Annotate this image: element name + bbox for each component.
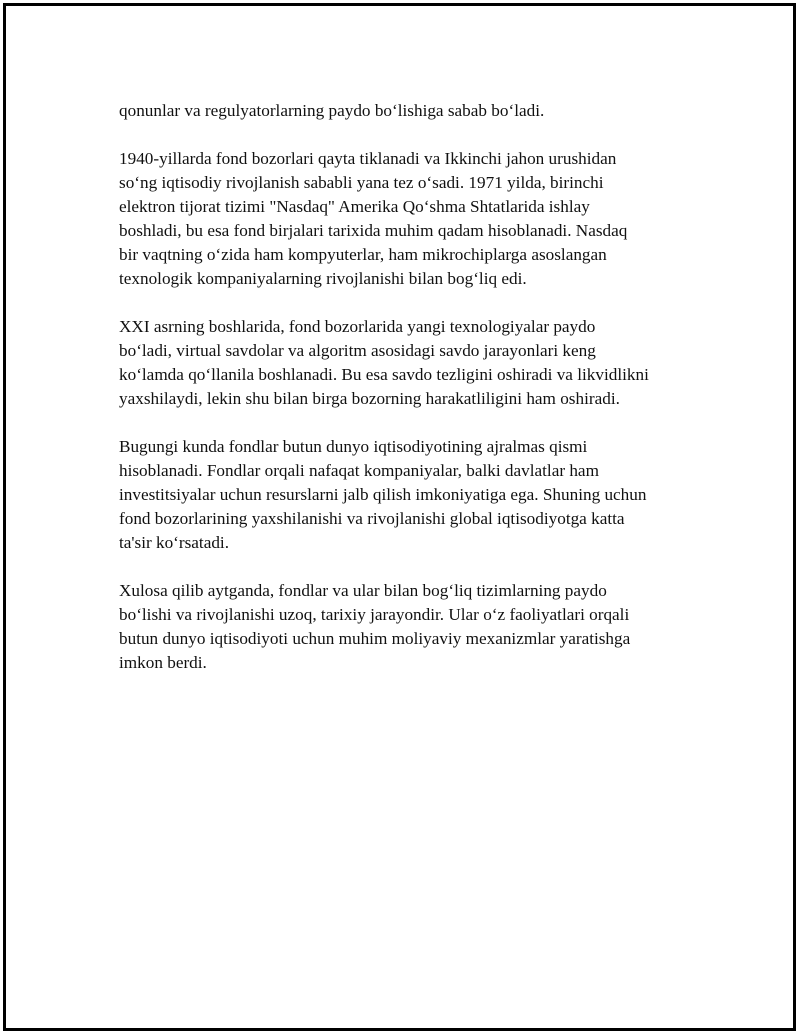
text-line: butun dunyo iqtisodiyoti uchun muhim moliyaviy mexanizmlar yaratishga — [119, 629, 631, 648]
text-line: texnologik kompaniyalarning rivojlanishi bilan bogʻliq edi. — [119, 269, 527, 288]
text-line: fond bozorlarining yaxshilanishi va rivojlanishi global iqtisodiyotga katta — [119, 509, 625, 528]
text-line: investitsiyalar uchun resurslarni jalb qilish imkoniyatiga ega. Shuning uchun — [119, 485, 647, 504]
page-frame — [3, 3, 796, 1031]
text-line: boshladi, bu esa fond birjalari tarixida muhim qadam hisoblanadi. Nasdaq — [119, 221, 628, 240]
paragraph-1 — [119, 99, 699, 123]
text-line: soʻng iqtisodiy rivojlanish sababli yana tez oʻsadi. 1971 yilda, birinchi — [119, 173, 604, 192]
text-line: ta'sir koʻrsatadi. — [119, 533, 230, 552]
text-line: imkon berdi. — [119, 653, 207, 672]
paragraph-5 — [119, 579, 699, 675]
page-content — [119, 99, 699, 699]
text-line: boʻladi, virtual savdolar va algoritm asosidagi savdo jarayonlari keng — [119, 341, 596, 360]
text-line: Xulosa qilib aytganda, fondlar va ular bilan bogʻliq tizimlarning paydo — [119, 581, 607, 600]
text-line: yaxshilaydi, lekin shu bilan birga bozorning harakatliligini ham oshiradi. — [119, 389, 620, 408]
text-line: koʻlamda qoʻllanila boshlanadi. Bu esa savdo tezligini oshiradi va likvidlikni — [119, 365, 649, 384]
text-line: qonunlar va regulyatorlarning paydo boʻlishiga sabab boʻladi. — [119, 101, 545, 120]
text-line: XXI asrning boshlarida, fond bozorlarida yangi texnologiyalar paydo — [119, 317, 596, 336]
paragraph-2 — [119, 147, 699, 291]
text-line: 1940-yillarda fond bozorlari qayta tiklanadi va Ikkinchi jahon urushidan — [119, 149, 617, 168]
text-line: Bugungi kunda fondlar butun dunyo iqtisodiyotining ajralmas qismi — [119, 437, 588, 456]
text-line: hisoblanadi. Fondlar orqali nafaqat kompaniyalar, balki davlatlar ham — [119, 461, 599, 480]
text-line: boʻlishi va rivojlanishi uzoq, tarixiy jarayondir. Ular oʻz faoliyatlari orqali — [119, 605, 630, 624]
paragraph-4 — [119, 435, 699, 555]
text-line: bir vaqtning oʻzida ham kompyuterlar, ham mikrochiplarga asoslangan — [119, 245, 607, 264]
paragraph-3 — [119, 315, 699, 411]
text-line: elektron tijorat tizimi "Nasdaq" Amerika Qoʻshma Shtatlarida ishlay — [119, 197, 590, 216]
